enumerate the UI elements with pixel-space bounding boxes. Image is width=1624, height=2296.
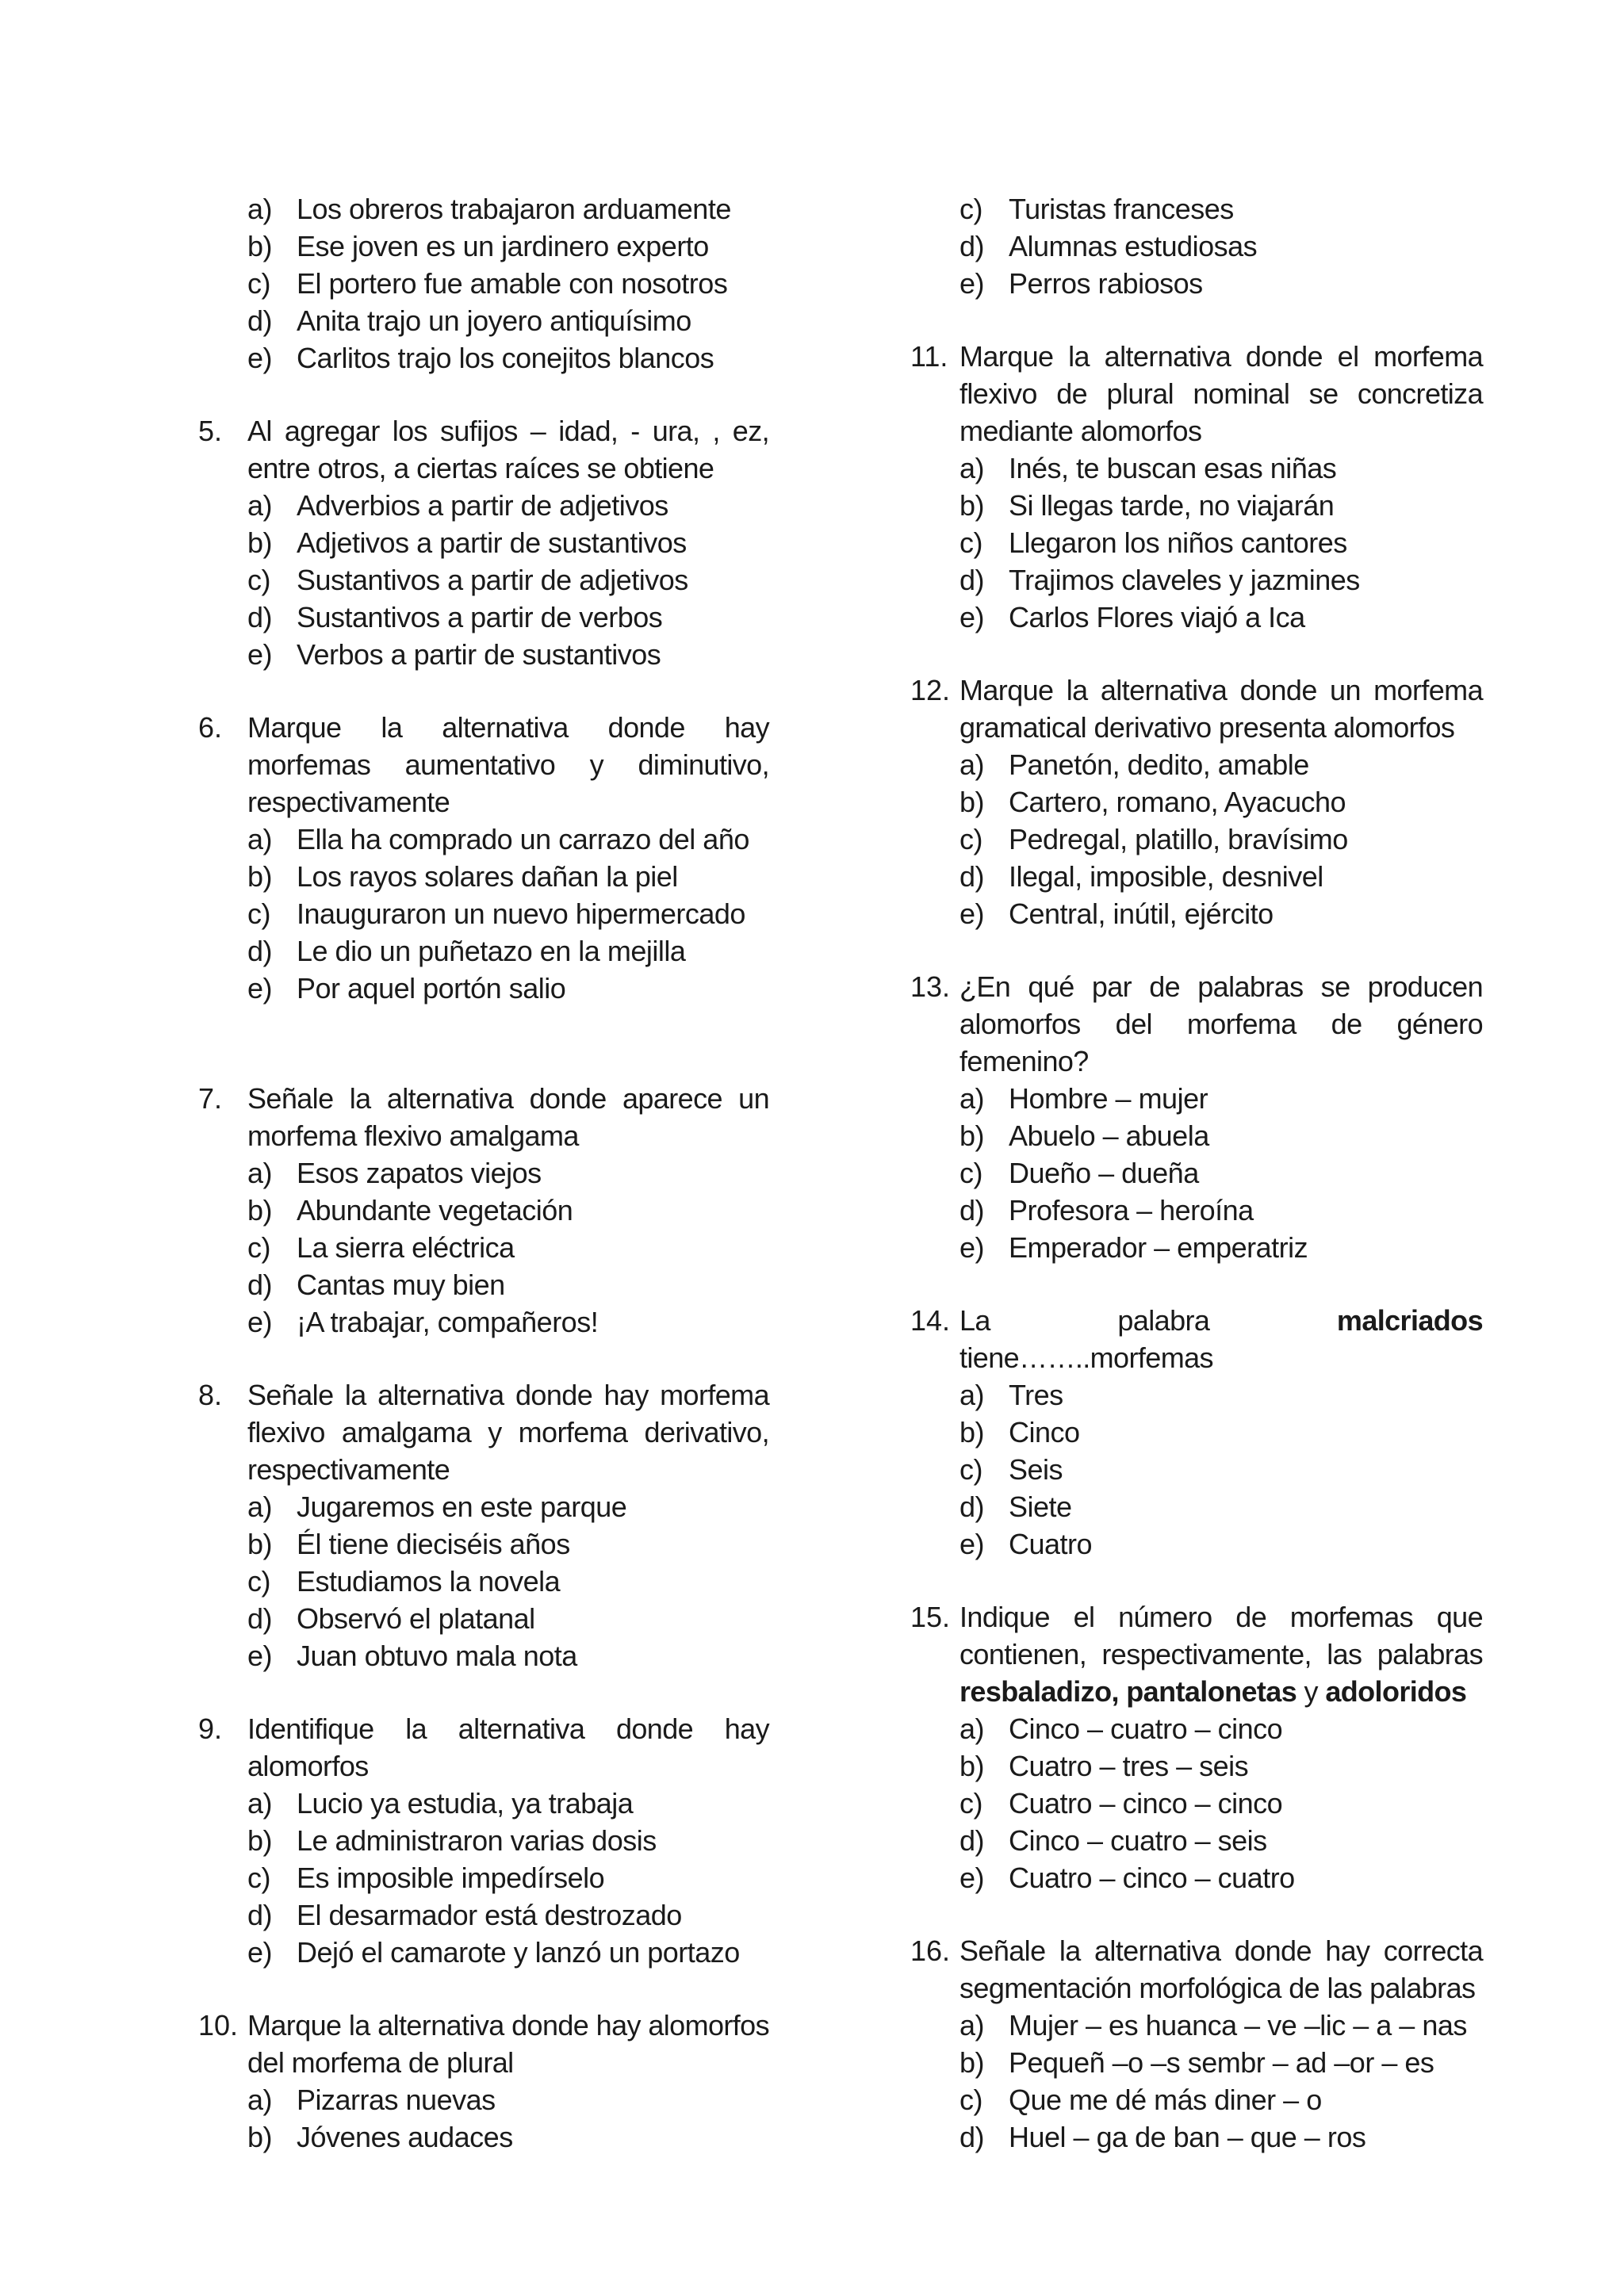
question-number: 10. (198, 2009, 239, 2042)
option-c (959, 190, 1483, 228)
option-letter: b) (959, 1119, 985, 1152)
option-text: Cinco – cuatro – seis (1009, 1824, 1267, 1857)
option-a (959, 1710, 1483, 1747)
stem-text: Indique el número de morfemas que contienen, respectivamente, las palabras (959, 1601, 1483, 1670)
option-a (247, 190, 769, 228)
option-e (959, 1859, 1483, 1896)
option-text: Observó el platanal (297, 1602, 535, 1635)
question-6 (198, 709, 769, 1007)
option-a (247, 487, 769, 524)
option-letter: c) (247, 897, 270, 930)
option-text: Juan obtuvo mala nota (297, 1640, 577, 1672)
option-text: Emperador – emperatriz (1009, 1231, 1308, 1264)
option-b (247, 1525, 769, 1563)
option-letter: e) (247, 638, 273, 671)
option-a (959, 1376, 1483, 1414)
option-text: Estudiamos la novela (297, 1565, 561, 1598)
option-letter: b) (959, 786, 985, 818)
options-list (959, 1376, 1483, 1563)
option-b (959, 2044, 1483, 2081)
options-list (247, 2081, 769, 2156)
question-16 (910, 1932, 1483, 2156)
option-b (247, 858, 769, 895)
question-stem: Marque la alternativa donde un morfema gramatical derivativo presenta alomorfos (959, 674, 1483, 744)
option-text: Sustantivos a partir de verbos (297, 601, 663, 633)
option-letter: a) (959, 1379, 985, 1411)
options-list (959, 746, 1483, 932)
question-stem: Marque la alternativa donde hay morfemas aumentativo y diminutivo, respectivamente (247, 711, 769, 818)
option-c (247, 1229, 769, 1266)
stem-bold-word: adoloridos (1325, 1675, 1467, 1708)
option-d (959, 1822, 1483, 1859)
option-text: Cuatro – cinco – cuatro (1009, 1862, 1295, 1894)
option-text: Lucio ya estudia, ya trabaja (297, 1787, 634, 1820)
option-e (247, 339, 769, 377)
option-text: Adverbios a partir de adjetivos (297, 489, 668, 522)
option-letter: e) (247, 972, 273, 1004)
option-text: Abuelo – abuela (1009, 1119, 1209, 1152)
question-number: 14. (910, 1304, 951, 1337)
option-text: ¡A trabajar, compañeros! (297, 1306, 599, 1338)
question-stem: Señale la alternativa donde aparece un morfema flexivo amalgama (247, 1082, 769, 1152)
option-text: Cinco – cuatro – cinco (1009, 1712, 1283, 1745)
option-d (247, 1266, 769, 1303)
option-letter: d) (959, 230, 985, 262)
question-stem: Identifique la alternativa donde hay alomorfos (247, 1712, 769, 1782)
option-text: Trajimos claveles y jazmines (1009, 564, 1360, 596)
option-letter: e) (959, 601, 985, 633)
option-a (247, 1785, 769, 1822)
option-letter: b) (247, 860, 273, 893)
option-a (247, 1154, 769, 1192)
option-letter: d) (959, 564, 985, 596)
option-text: Perros rabiosos (1009, 267, 1203, 300)
option-c (959, 2081, 1483, 2118)
question-stem (959, 1302, 1483, 1376)
option-text: El desarmador está destrozado (297, 1899, 682, 1931)
option-b (959, 1117, 1483, 1154)
option-letter: d) (247, 1269, 273, 1301)
option-c (247, 561, 769, 599)
option-letter: b) (959, 489, 985, 522)
option-text: Huel – ga de ban – que – ros (1009, 2121, 1366, 2153)
option-text: Adjetivos a partir de sustantivos (297, 526, 687, 559)
option-text: Siete (1009, 1490, 1072, 1523)
option-text: Turistas franceses (1009, 193, 1234, 225)
option-text: Tres (1009, 1379, 1063, 1411)
option-text: Esos zapatos viejos (297, 1157, 542, 1189)
question-11 (910, 338, 1483, 636)
option-letter: d) (959, 1194, 985, 1226)
option-text: Los rayos solares dañan la piel (297, 860, 678, 893)
option-text: Ese joven es un jardinero experto (297, 230, 709, 262)
option-letter: c) (247, 267, 270, 300)
option-text: Que me dé más diner – o (1009, 2084, 1322, 2116)
option-letter: a) (959, 748, 985, 781)
question-10 (198, 2007, 769, 2156)
option-letter: b) (247, 526, 273, 559)
question-stem: ¿En qué par de palabras se producen alomorfos del morfema de género femenino? (959, 970, 1483, 1077)
stem-text: La palabra (959, 1304, 1337, 1337)
question-number: 7. (198, 1082, 223, 1115)
option-c (247, 1563, 769, 1600)
option-letter: a) (959, 1082, 985, 1115)
stem-bold-word: resbaladizo, pantalonetas (959, 1675, 1297, 1708)
question-number: 6. (198, 711, 223, 744)
option-letter: e) (959, 1862, 985, 1894)
question-stem: Marque la alternativa donde el morfema flexivo de plural nominal se concretiza mediante alomorfos (959, 340, 1483, 447)
option-letter: c) (959, 2084, 982, 2116)
option-letter: c) (959, 1787, 982, 1820)
option-letter: b) (959, 1416, 985, 1448)
option-text: Cuatro – tres – seis (1009, 1750, 1249, 1782)
option-a (247, 2081, 769, 2118)
option-text: Cuatro (1009, 1528, 1093, 1560)
question-8 (198, 1376, 769, 1674)
option-e (247, 970, 769, 1007)
question-5 (198, 412, 769, 673)
option-letter: a) (247, 193, 273, 225)
stem-bold-word: malcriados (1336, 1304, 1483, 1337)
option-letter: d) (247, 601, 273, 633)
option-letter: c) (247, 1862, 270, 1894)
question-number: 16. (910, 1934, 951, 1967)
option-letter: c) (959, 823, 982, 855)
left-column (198, 190, 769, 2191)
question-9 (198, 1710, 769, 1971)
option-d (959, 2118, 1483, 2156)
option-letter: b) (247, 2121, 273, 2153)
option-letter: a) (247, 823, 273, 855)
option-text: Cartero, romano, Ayacucho (1009, 786, 1346, 818)
option-d (247, 1600, 769, 1637)
option-text: Ella ha comprado un carrazo del año (297, 823, 749, 855)
option-a (247, 821, 769, 858)
option-a (247, 1488, 769, 1525)
option-c (247, 1859, 769, 1896)
option-letter: b) (247, 230, 273, 262)
options-list (959, 1080, 1483, 1266)
option-text: Mujer – es huanca – ve –lic – a – nas (1009, 2009, 1467, 2042)
option-text: Carlos Flores viajó a Ica (1009, 601, 1305, 633)
option-text: Central, inútil, ejército (1009, 897, 1274, 930)
option-letter: c) (247, 1231, 270, 1264)
option-letter: e) (959, 1231, 985, 1264)
option-a (959, 1080, 1483, 1117)
options-list (247, 1154, 769, 1341)
question-12 (910, 672, 1483, 932)
option-letter: c) (247, 1565, 270, 1598)
option-e (247, 636, 769, 673)
option-e (959, 265, 1483, 302)
option-letter: c) (959, 1157, 982, 1189)
option-e (247, 1637, 769, 1674)
option-c (959, 1154, 1483, 1192)
options-list (959, 1710, 1483, 1896)
option-letter: d) (247, 935, 273, 967)
option-letter: a) (959, 1712, 985, 1745)
options-list (247, 487, 769, 673)
option-letter: b) (247, 1824, 273, 1857)
option-text: Llegaron los niños cantores (1009, 526, 1347, 559)
option-b (247, 228, 769, 265)
option-letter: a) (247, 1787, 273, 1820)
stem-text: y (1297, 1675, 1326, 1708)
option-b (247, 524, 769, 561)
option-text: Profesora – heroína (1009, 1194, 1254, 1226)
option-letter: e) (959, 267, 985, 300)
option-d (959, 1488, 1483, 1525)
option-a (959, 450, 1483, 487)
option-letter: e) (959, 897, 985, 930)
option-text: Pedregal, platillo, bravísimo (1009, 823, 1348, 855)
option-letter: b) (959, 2046, 985, 2079)
option-letter: a) (247, 489, 273, 522)
option-e (247, 1934, 769, 1971)
option-letter: d) (959, 2121, 985, 2153)
option-e (959, 599, 1483, 636)
question-14 (910, 1302, 1483, 1563)
option-c (959, 524, 1483, 561)
option-text: Le dio un puñetazo en la mejilla (297, 935, 686, 967)
option-letter: a) (247, 1490, 273, 1523)
stem-text: tiene……..morfemas (959, 1341, 1213, 1374)
option-d (959, 228, 1483, 265)
option-text: Alumnas estudiosas (1009, 230, 1258, 262)
option-text: Hombre – mujer (1009, 1082, 1208, 1115)
option-text: Ilegal, imposible, desnivel (1009, 860, 1323, 893)
option-text: Es imposible impedírselo (297, 1862, 605, 1894)
option-c (959, 1451, 1483, 1488)
question-stem: Al agregar los sufijos – idad, - ura, , ez, entre otros, a ciertas raíces se obtiene (247, 415, 769, 484)
question-13 (910, 968, 1483, 1266)
option-text: Cinco (1009, 1416, 1080, 1448)
question-stem: Señale la alternativa donde hay correcta segmentación morfológica de las palabras (959, 1934, 1483, 2004)
question-4-continued (198, 190, 769, 377)
option-text: La sierra eléctrica (297, 1231, 515, 1264)
option-letter: d) (247, 304, 273, 337)
option-e (247, 1303, 769, 1341)
option-text: Si llegas tarde, no viajarán (1009, 489, 1335, 522)
option-letter: b) (247, 1528, 273, 1560)
option-text: Cuatro – cinco – cinco (1009, 1787, 1283, 1820)
option-a (959, 2007, 1483, 2044)
option-text: Verbos a partir de sustantivos (297, 638, 661, 671)
option-b (959, 1414, 1483, 1451)
option-letter: a) (959, 2009, 985, 2042)
option-letter: e) (247, 1640, 273, 1672)
option-text: Por aquel portón salio (297, 972, 566, 1004)
option-text: Jóvenes audaces (297, 2121, 513, 2153)
option-a (959, 746, 1483, 783)
option-d (247, 932, 769, 970)
option-text: Cantas muy bien (297, 1269, 505, 1301)
option-text: Pequeñ –o –s sembr – ad –or – es (1009, 2046, 1434, 2079)
question-stem: Señale la alternativa donde hay morfema flexivo amalgama y morfema derivativo, respectivamente (247, 1379, 769, 1486)
options-list (247, 821, 769, 1007)
option-letter: b) (959, 1750, 985, 1782)
option-e (959, 1525, 1483, 1563)
option-c (247, 265, 769, 302)
option-text: Seis (1009, 1453, 1063, 1486)
question-number: 12. (910, 674, 951, 706)
option-text: Anita trajo un joyero antiquísimo (297, 304, 691, 337)
option-c (247, 895, 769, 932)
option-letter: e) (959, 1528, 985, 1560)
option-text: Inés, te buscan esas niñas (1009, 452, 1337, 484)
option-e (959, 895, 1483, 932)
option-text: Dueño – dueña (1009, 1157, 1199, 1189)
question-stem: Marque la alternativa donde hay alomorfos del morfema de plural (247, 2009, 769, 2079)
option-letter: b) (247, 1194, 273, 1226)
option-c (959, 1785, 1483, 1822)
option-letter: c) (959, 1453, 982, 1486)
right-column (910, 190, 1483, 2191)
option-letter: e) (247, 342, 273, 374)
option-text: Los obreros trabajaron arduamente (297, 193, 731, 225)
option-letter: a) (959, 452, 985, 484)
option-d (247, 599, 769, 636)
option-letter: c) (247, 564, 270, 596)
question-7 (198, 1080, 769, 1341)
option-text: El portero fue amable con nosotros (297, 267, 728, 300)
option-letter: e) (247, 1306, 273, 1338)
option-d (959, 561, 1483, 599)
option-text: Jugaremos en este parque (297, 1490, 627, 1523)
question-number: 5. (198, 415, 223, 447)
option-letter: a) (247, 1157, 273, 1189)
option-text: Carlitos trajo los conejitos blancos (297, 342, 714, 374)
option-text: Él tiene dieciséis años (297, 1528, 570, 1560)
question-15 (910, 1598, 1483, 1896)
options-list (959, 2007, 1483, 2156)
option-text: Inauguraron un nuevo hipermercado (297, 897, 745, 930)
option-d (959, 1192, 1483, 1229)
option-d (247, 302, 769, 339)
option-b (247, 1192, 769, 1229)
option-letter: d) (959, 860, 985, 893)
option-b (959, 1747, 1483, 1785)
option-b (247, 2118, 769, 2156)
options-list (959, 190, 1483, 302)
option-text: Le administraron varias dosis (297, 1824, 657, 1857)
question-number: 13. (910, 970, 951, 1003)
option-c (959, 821, 1483, 858)
option-text: Panetón, dedito, amable (1009, 748, 1309, 781)
options-list (247, 1785, 769, 1971)
options-list (959, 450, 1483, 636)
question-number: 8. (198, 1379, 223, 1411)
option-letter: d) (247, 1602, 273, 1635)
options-list (247, 190, 769, 377)
option-letter: c) (959, 526, 982, 559)
option-text: Dejó el camarote y lanzó un portazo (297, 1936, 740, 1969)
question-number: 11. (910, 340, 948, 373)
question-number: 15. (910, 1601, 951, 1633)
option-d (247, 1896, 769, 1934)
option-d (959, 858, 1483, 895)
option-b (959, 783, 1483, 821)
option-letter: d) (959, 1490, 985, 1523)
option-letter: c) (959, 193, 982, 225)
option-letter: d) (247, 1899, 273, 1931)
question-10-continued (910, 190, 1483, 302)
question-number: 9. (198, 1712, 223, 1745)
option-letter: e) (247, 1936, 273, 1969)
options-list (247, 1488, 769, 1674)
option-text: Sustantivos a partir de adjetivos (297, 564, 688, 596)
option-letter: a) (247, 2084, 273, 2116)
option-text: Abundante vegetación (297, 1194, 573, 1226)
option-text: Pizarras nuevas (297, 2084, 496, 2116)
option-e (959, 1229, 1483, 1266)
option-letter: d) (959, 1824, 985, 1857)
question-stem (959, 1598, 1483, 1710)
option-b (247, 1822, 769, 1859)
option-b (959, 487, 1483, 524)
